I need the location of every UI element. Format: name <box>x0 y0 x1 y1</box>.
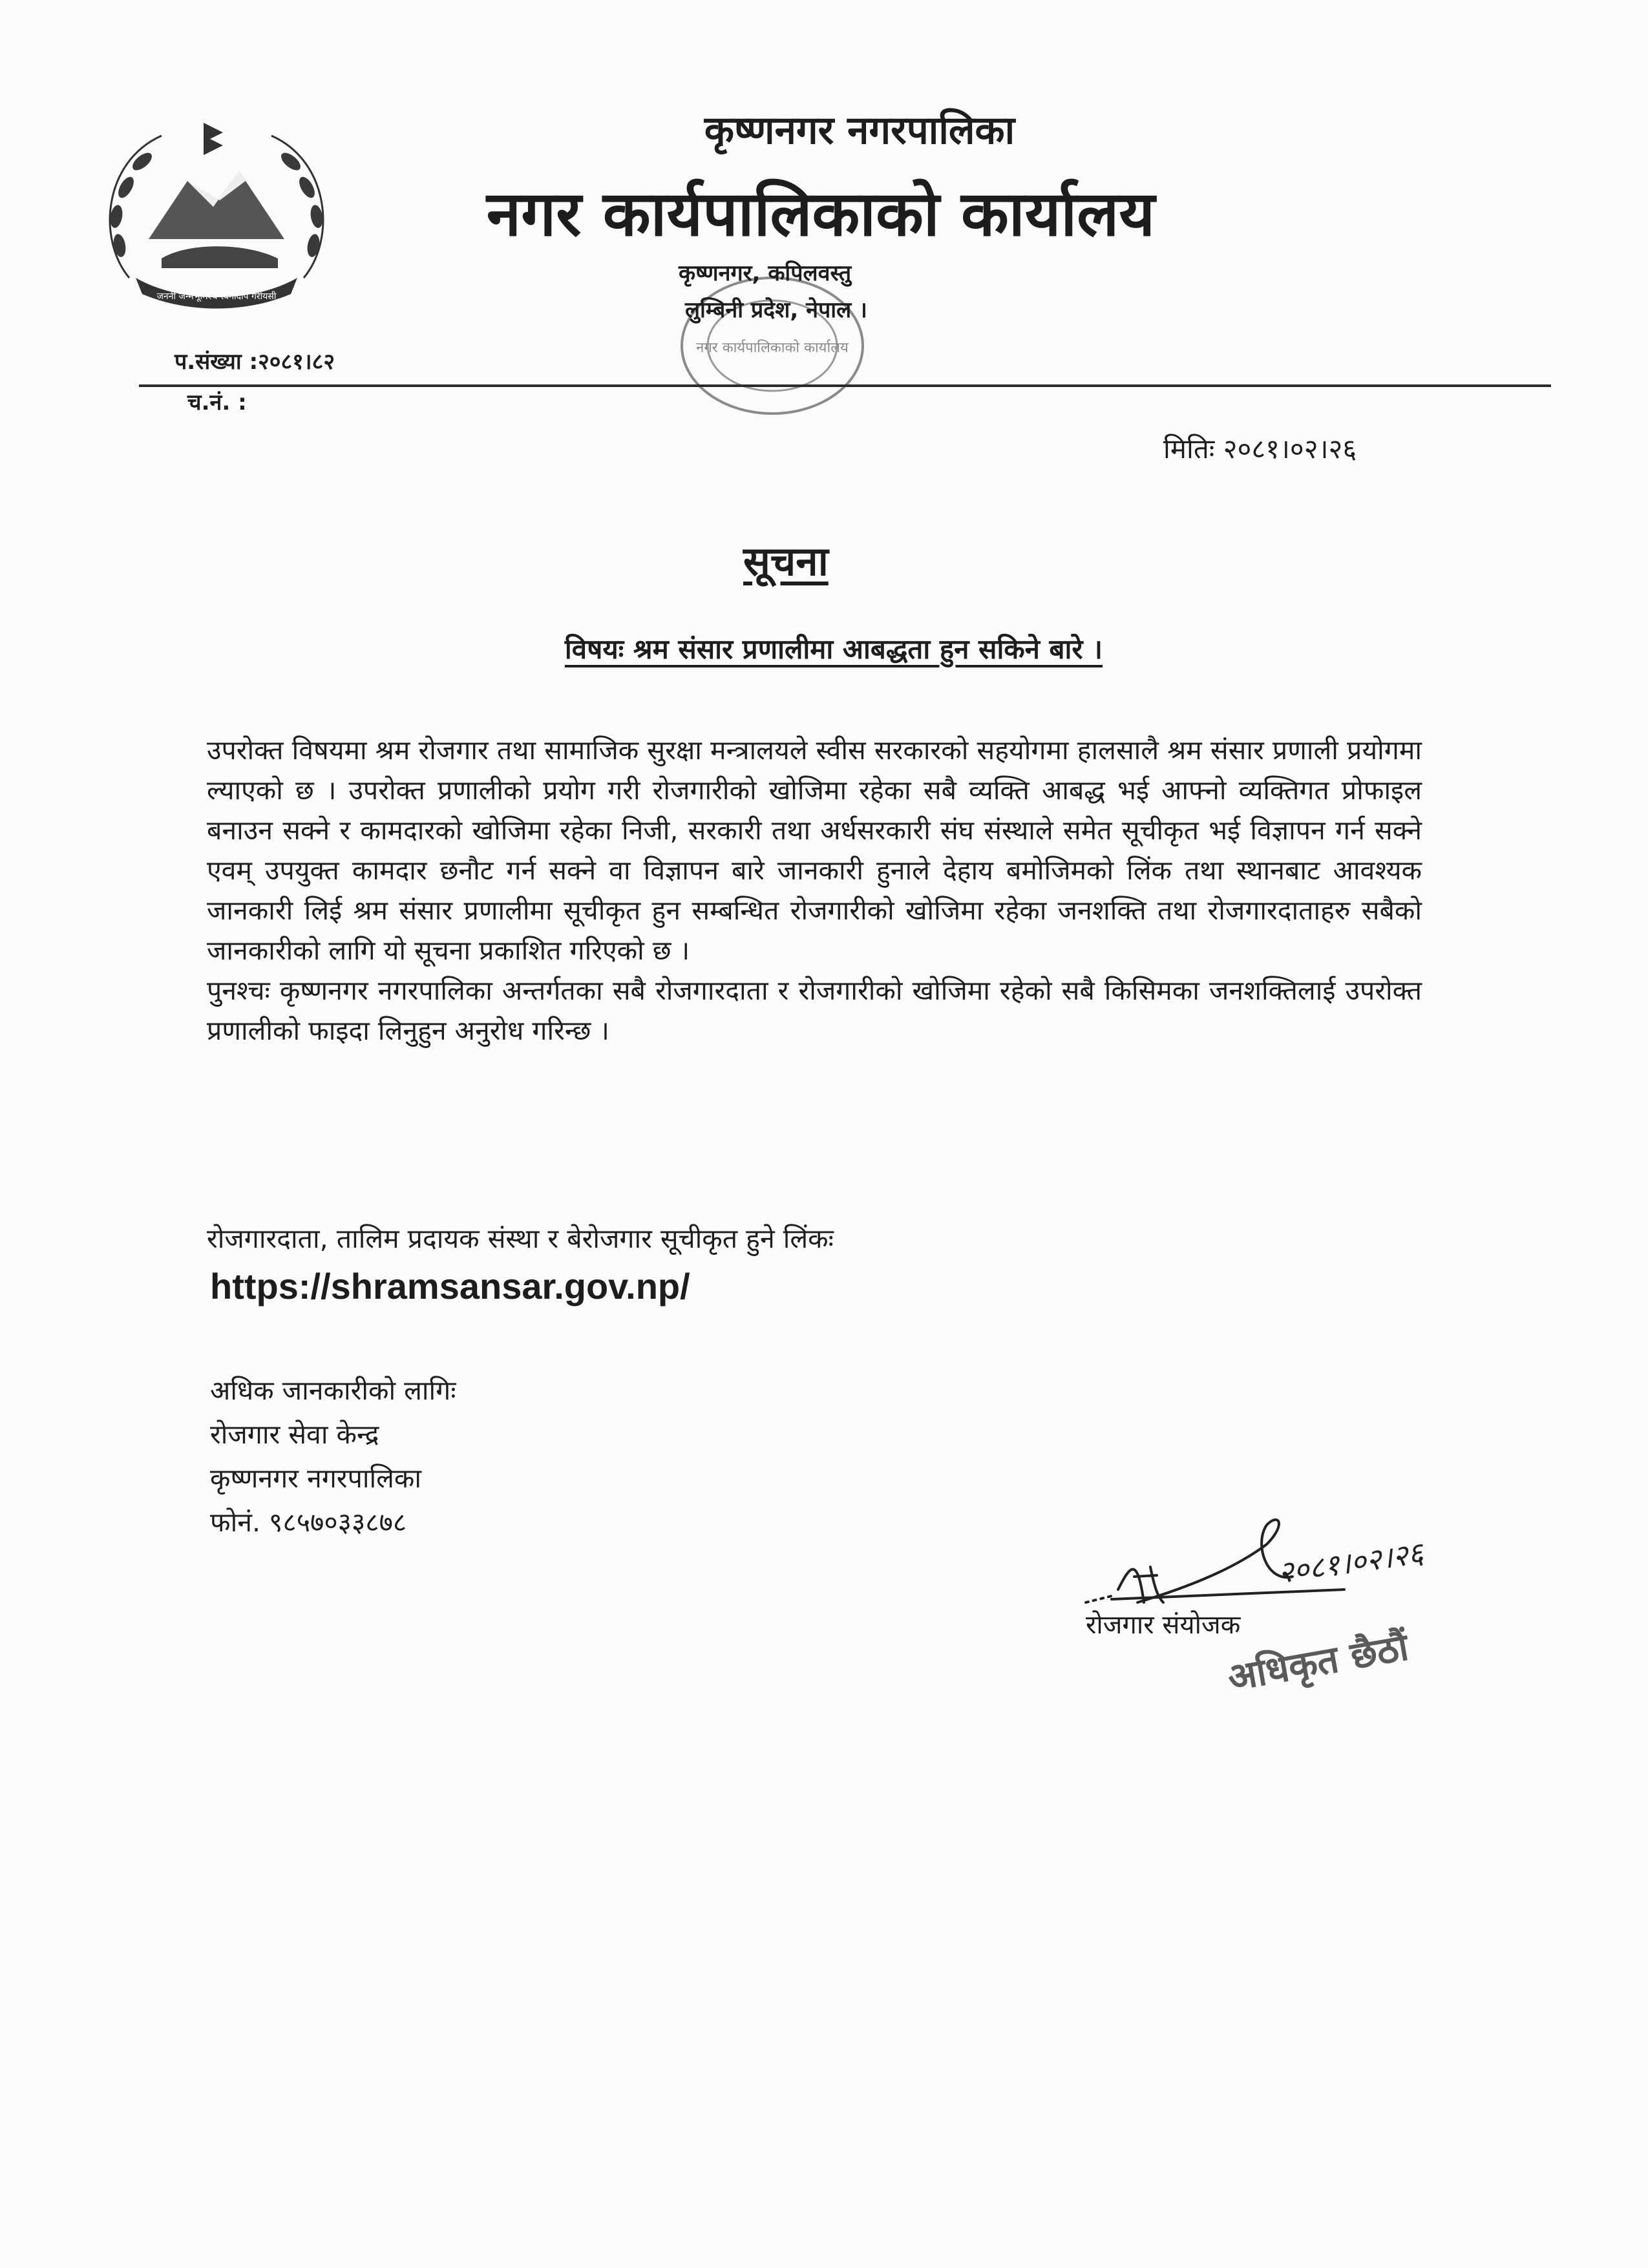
municipality-name: कृष्णनगर नगरपालिका <box>704 108 1015 153</box>
office-name: नगर कार्यपालिकाको कार्यालय <box>486 178 1156 250</box>
notice-body <box>207 730 1422 1051</box>
date-value: २०८१।०२।२६ <box>1223 433 1357 465</box>
dispatch-number <box>187 386 247 416</box>
shramsansar-link[interactable]: https://shramsansar.gov.np/ <box>210 1266 690 1307</box>
dispatch-number-value: : <box>238 390 247 415</box>
signatory-title: रोजगार संयोजक <box>1086 1610 1241 1640</box>
handwritten-date: २०८१।०२।२६ <box>1276 1535 1426 1590</box>
contact-phone: फोनं. ९८५७०३३८७८ <box>210 1507 407 1538</box>
nepal-emblem-icon <box>90 110 343 323</box>
address-line-1: कृष्णनगर, कपिलवस्तु <box>679 260 852 286</box>
notice-title: सूचना <box>743 538 829 585</box>
authority-stamp: अधिकृत छैठौं <box>1224 1624 1412 1700</box>
notice-paragraph-2: पुनश्चः कृष्णनगर नगरपालिका अन्तर्गतका सबै रोजगारदाता र रोजगारीको खोजिमा रहेको सबै किसिमका जनशक्तिलाई उपरोक्त प्रणालीको फाइदा लिनुहुन अनुरोध गरिन्छ । <box>207 975 1422 1046</box>
header-divider <box>139 384 1551 387</box>
contact-block <box>210 1369 456 1544</box>
letter-number-value: :२०८१।८२ <box>249 349 335 375</box>
link-label: रोजगारदाता, तालिम प्रदायक संस्था र बेरोजगार सूचीकृत हुने लिंकः <box>207 1223 834 1254</box>
date-label: मितिः <box>1163 433 1215 465</box>
contact-line-3: कृष्णनगर नगरपालिका <box>210 1463 422 1494</box>
dispatch-number-label: च.नं. <box>187 390 231 415</box>
emblem-motto: जननी जन्मभूमिश्च स्वर्गादपि गरीयसी <box>156 291 277 302</box>
notice-subject: विषयः श्रम संसार प्रणालीमा आबद्धता हुन सकिने बारे । <box>564 633 1103 665</box>
document-date <box>1163 430 1357 467</box>
letter-number-label: प.संख्या <box>174 349 242 375</box>
address-line-2: लुम्बिनी प्रदेश, नेपाल । <box>685 297 867 323</box>
notice-paragraph-1: उपरोक्त विषयमा श्रम रोजगार तथा सामाजिक सुरक्षा मन्त्रालयले स्वीस सरकारको सहयोगमा हालसालै श्रम संसार प्रणाली प्रयोगमा ल्याएको छ । उपरोक्त प्रणालीको प्रयोग गरी रोजगारीको खोजिमा रहेका सबै व्यक्ति आबद्ध भई आफ्नो व्यक्तिगत प्रोफाइल बनाउन सक्ने र कामदारको खोजिमा रहेका निजी, सरकारी तथा अर्धसरकारी संघ संस्थाले समेत सूचीकृत भई विज्ञापन गर्न सक्ने एवम् उपयुक्त कामदार छनौट गर्न सक्ने वा विज्ञापन बारे जानकारी हुनाले देहाय बमोजिमको लिंक तथा स्थानबाट आवश्यक जानकारी लिई श्रम संसार प्रणालीमा सूचीकृत हुन सम्बन्धित रोजगारीको खोजिमा रहेका जनशक्ति तथा रोजगारदाताहरु सबैको जानकारीको लागि यो सूचना प्रकाशित गरिएको छ । <box>207 735 1422 966</box>
letter-number <box>174 346 335 375</box>
office-stamp-text: नगर कार्यपालिकाको कार्यालय <box>696 340 849 356</box>
contact-line-2: रोजगार सेवा केन्द्र <box>210 1419 379 1450</box>
contact-line-1: अधिक जानकारीको लागिः <box>210 1375 456 1406</box>
